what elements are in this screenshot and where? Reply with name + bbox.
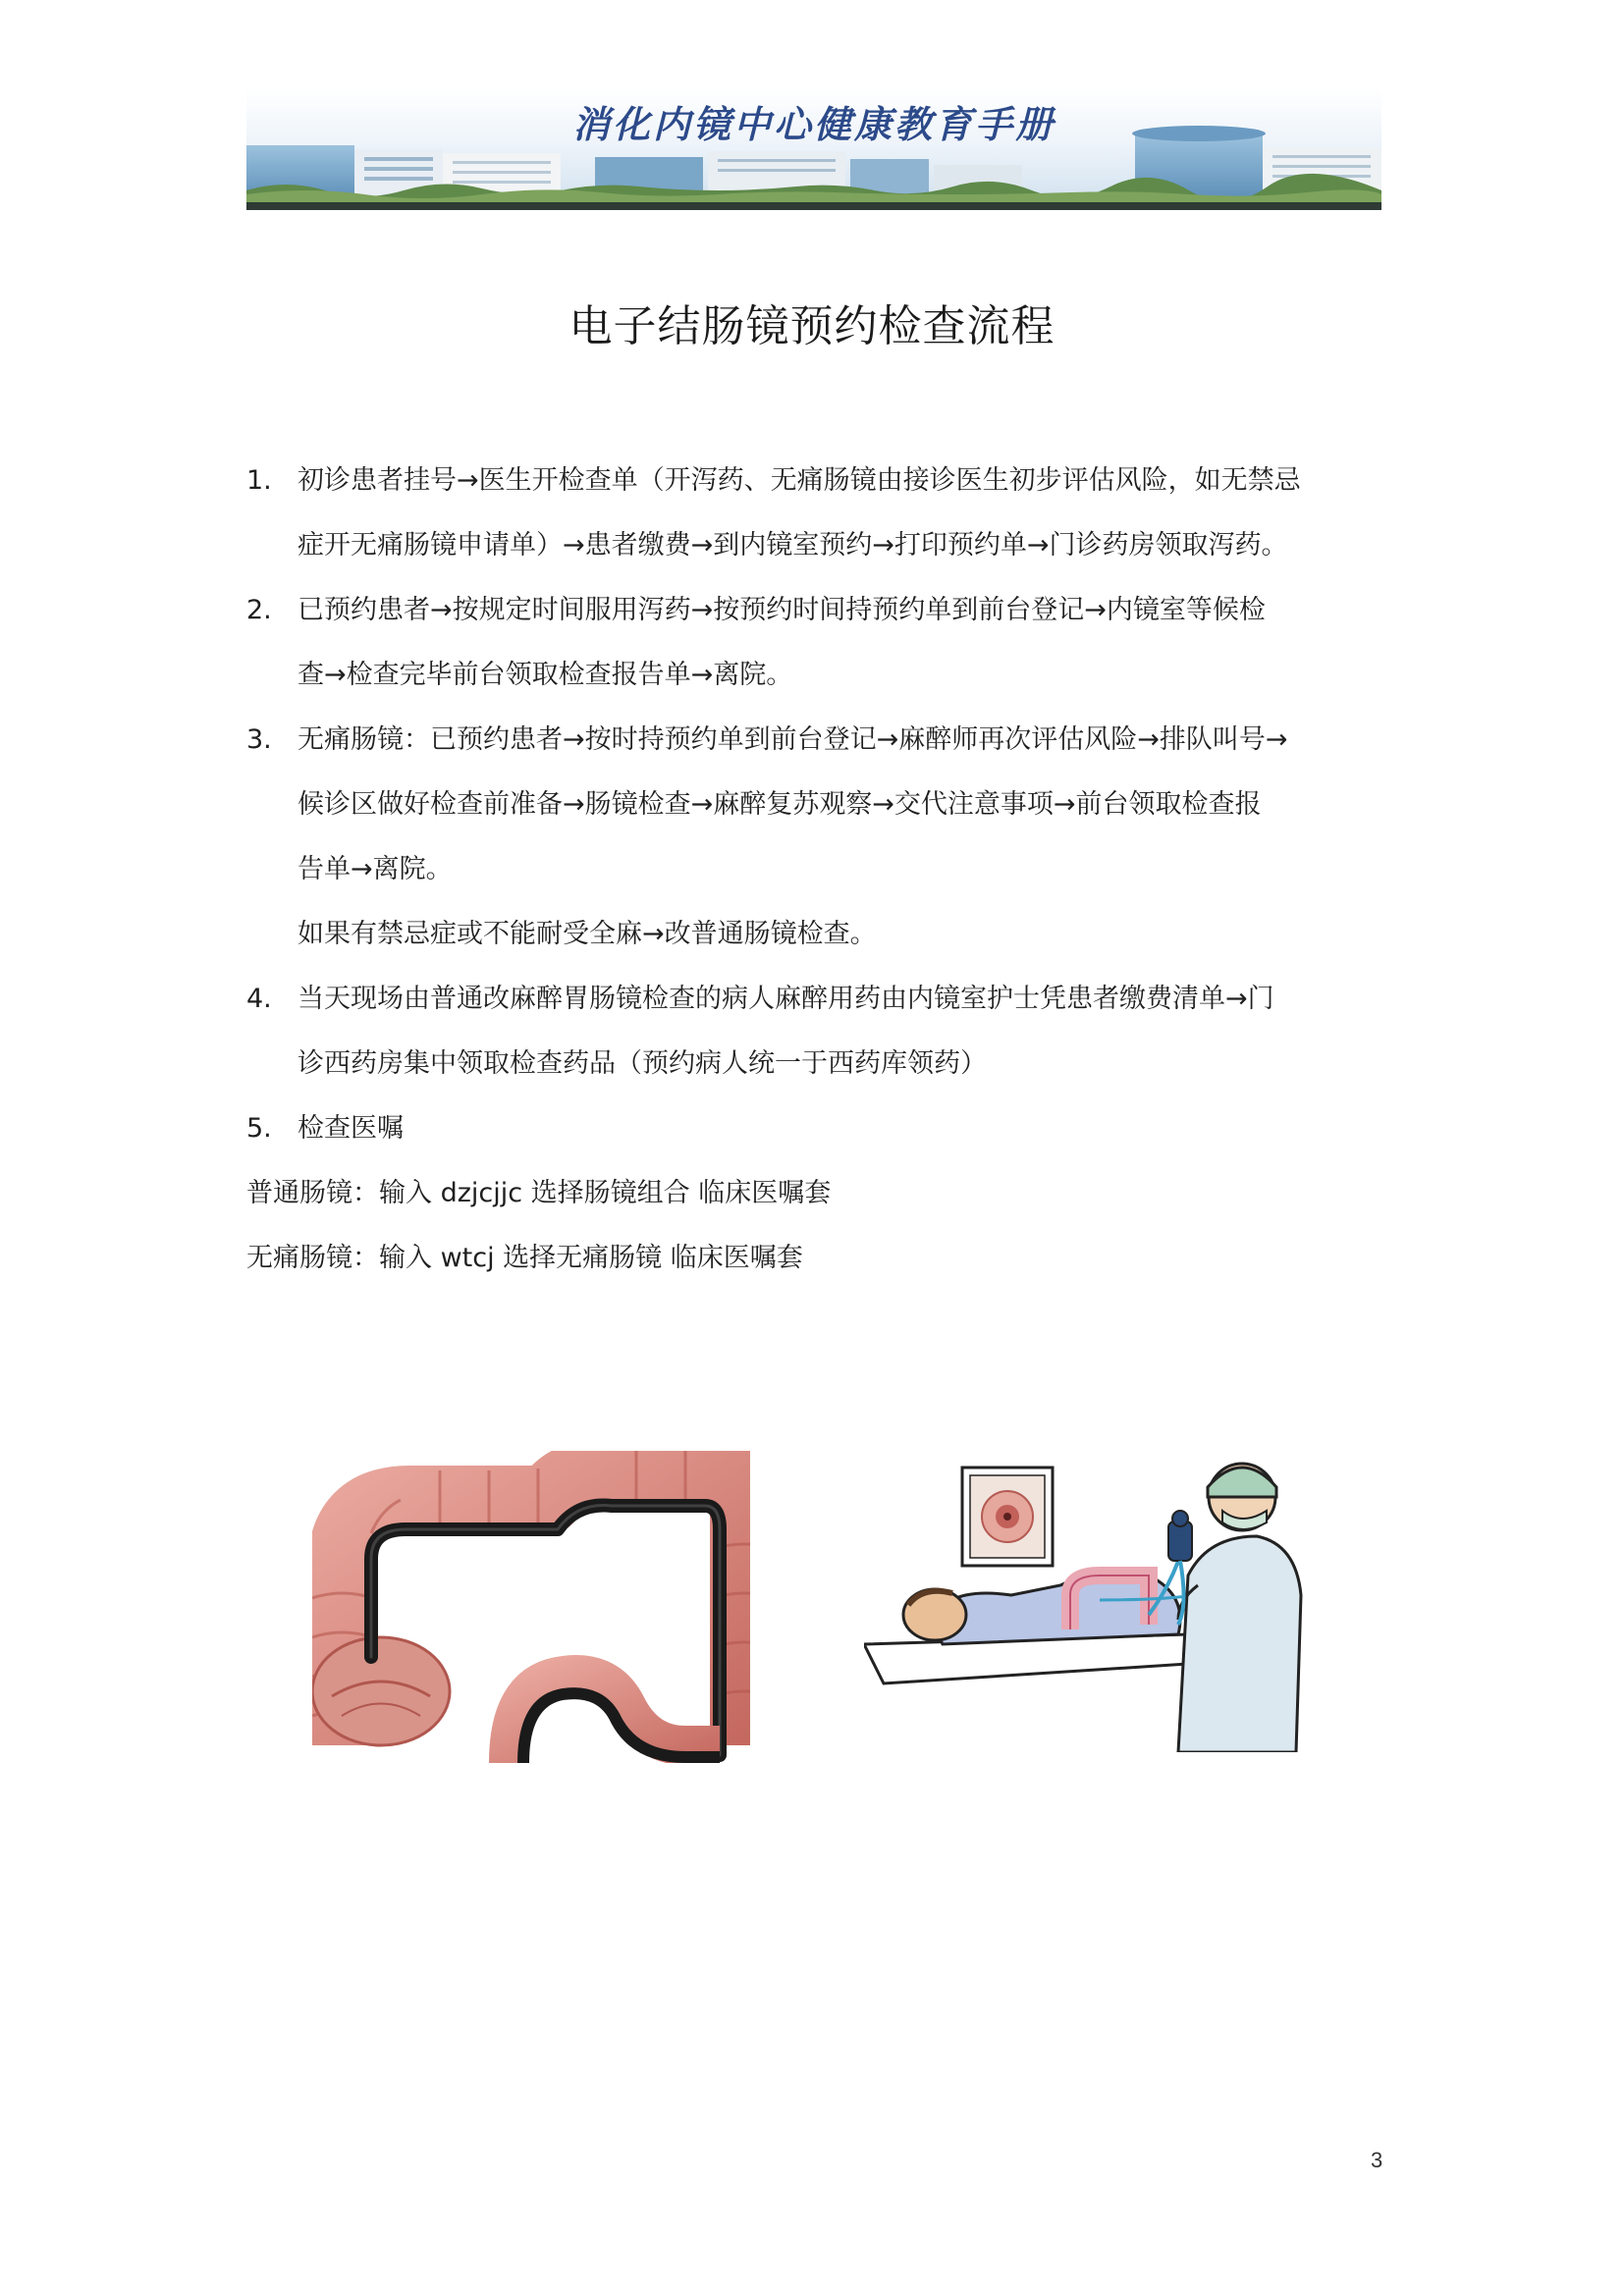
item-line: 初诊患者挂号→医生开检查单（开泻药、无痛肠镜由接诊医生初步评估风险，如无禁忌 [298, 465, 1301, 496]
item-line: 候诊区做好检查前准备→肠镜检查→麻醉复苏观察→交代注意事项→前台领取检查报 [298, 789, 1262, 820]
item-number: 5. [246, 1113, 272, 1144]
item-line: 已预约患者→按规定时间服用泻药→按预约时间持预约单到前台登记→内镜室等候检 [298, 595, 1266, 625]
page-number: 3 [1371, 2148, 1383, 2172]
item-line: 查→检查完毕前台领取检查报告单→离院。 [298, 660, 793, 690]
colonoscopy-procedure-illustration [864, 1428, 1316, 1752]
item-number: 3. [246, 724, 272, 755]
page-title: 电子结肠镜预约检查流程 [568, 301, 1056, 351]
item-number: 2. [246, 595, 272, 625]
colon-illustration [312, 1451, 750, 1763]
item-line: 无痛肠镜：已预约患者→按时持预约单到前台登记→麻醉师再次评估风险→排队叫号→ [298, 724, 1288, 755]
item-line: 告单→离院。 [298, 854, 453, 884]
header-banner [246, 88, 1381, 210]
item-number: 1. [246, 465, 272, 496]
banner-title: 消化内镜中心健康教育手册 [571, 102, 1056, 146]
item-line: 如果有禁忌症或不能耐受全麻→改普通肠镜检查。 [298, 919, 877, 949]
item-line: 诊西药房集中领取检查药品（预约病人统一于西药库领药） [298, 1048, 987, 1079]
item-line: 当天现场由普通改麻醉胃肠镜检查的病人麻醉用药由内镜室护士凭患者缴费清单→门 [298, 984, 1274, 1014]
item-number: 4. [246, 984, 272, 1014]
order-line-painless: 无痛肠镜：输入 wtcj 选择无痛肠镜 临床医嘱套 [246, 1243, 803, 1273]
item-line: 检查医嘱 [298, 1113, 404, 1144]
order-line-regular: 普通肠镜：输入 dzjcjjc 选择肠镜组合 临床医嘱套 [246, 1178, 832, 1208]
item-line: 症开无痛肠镜申请单）→患者缴费→到内镜室预约→打印预约单→门诊药房领取泻药。 [298, 530, 1288, 561]
